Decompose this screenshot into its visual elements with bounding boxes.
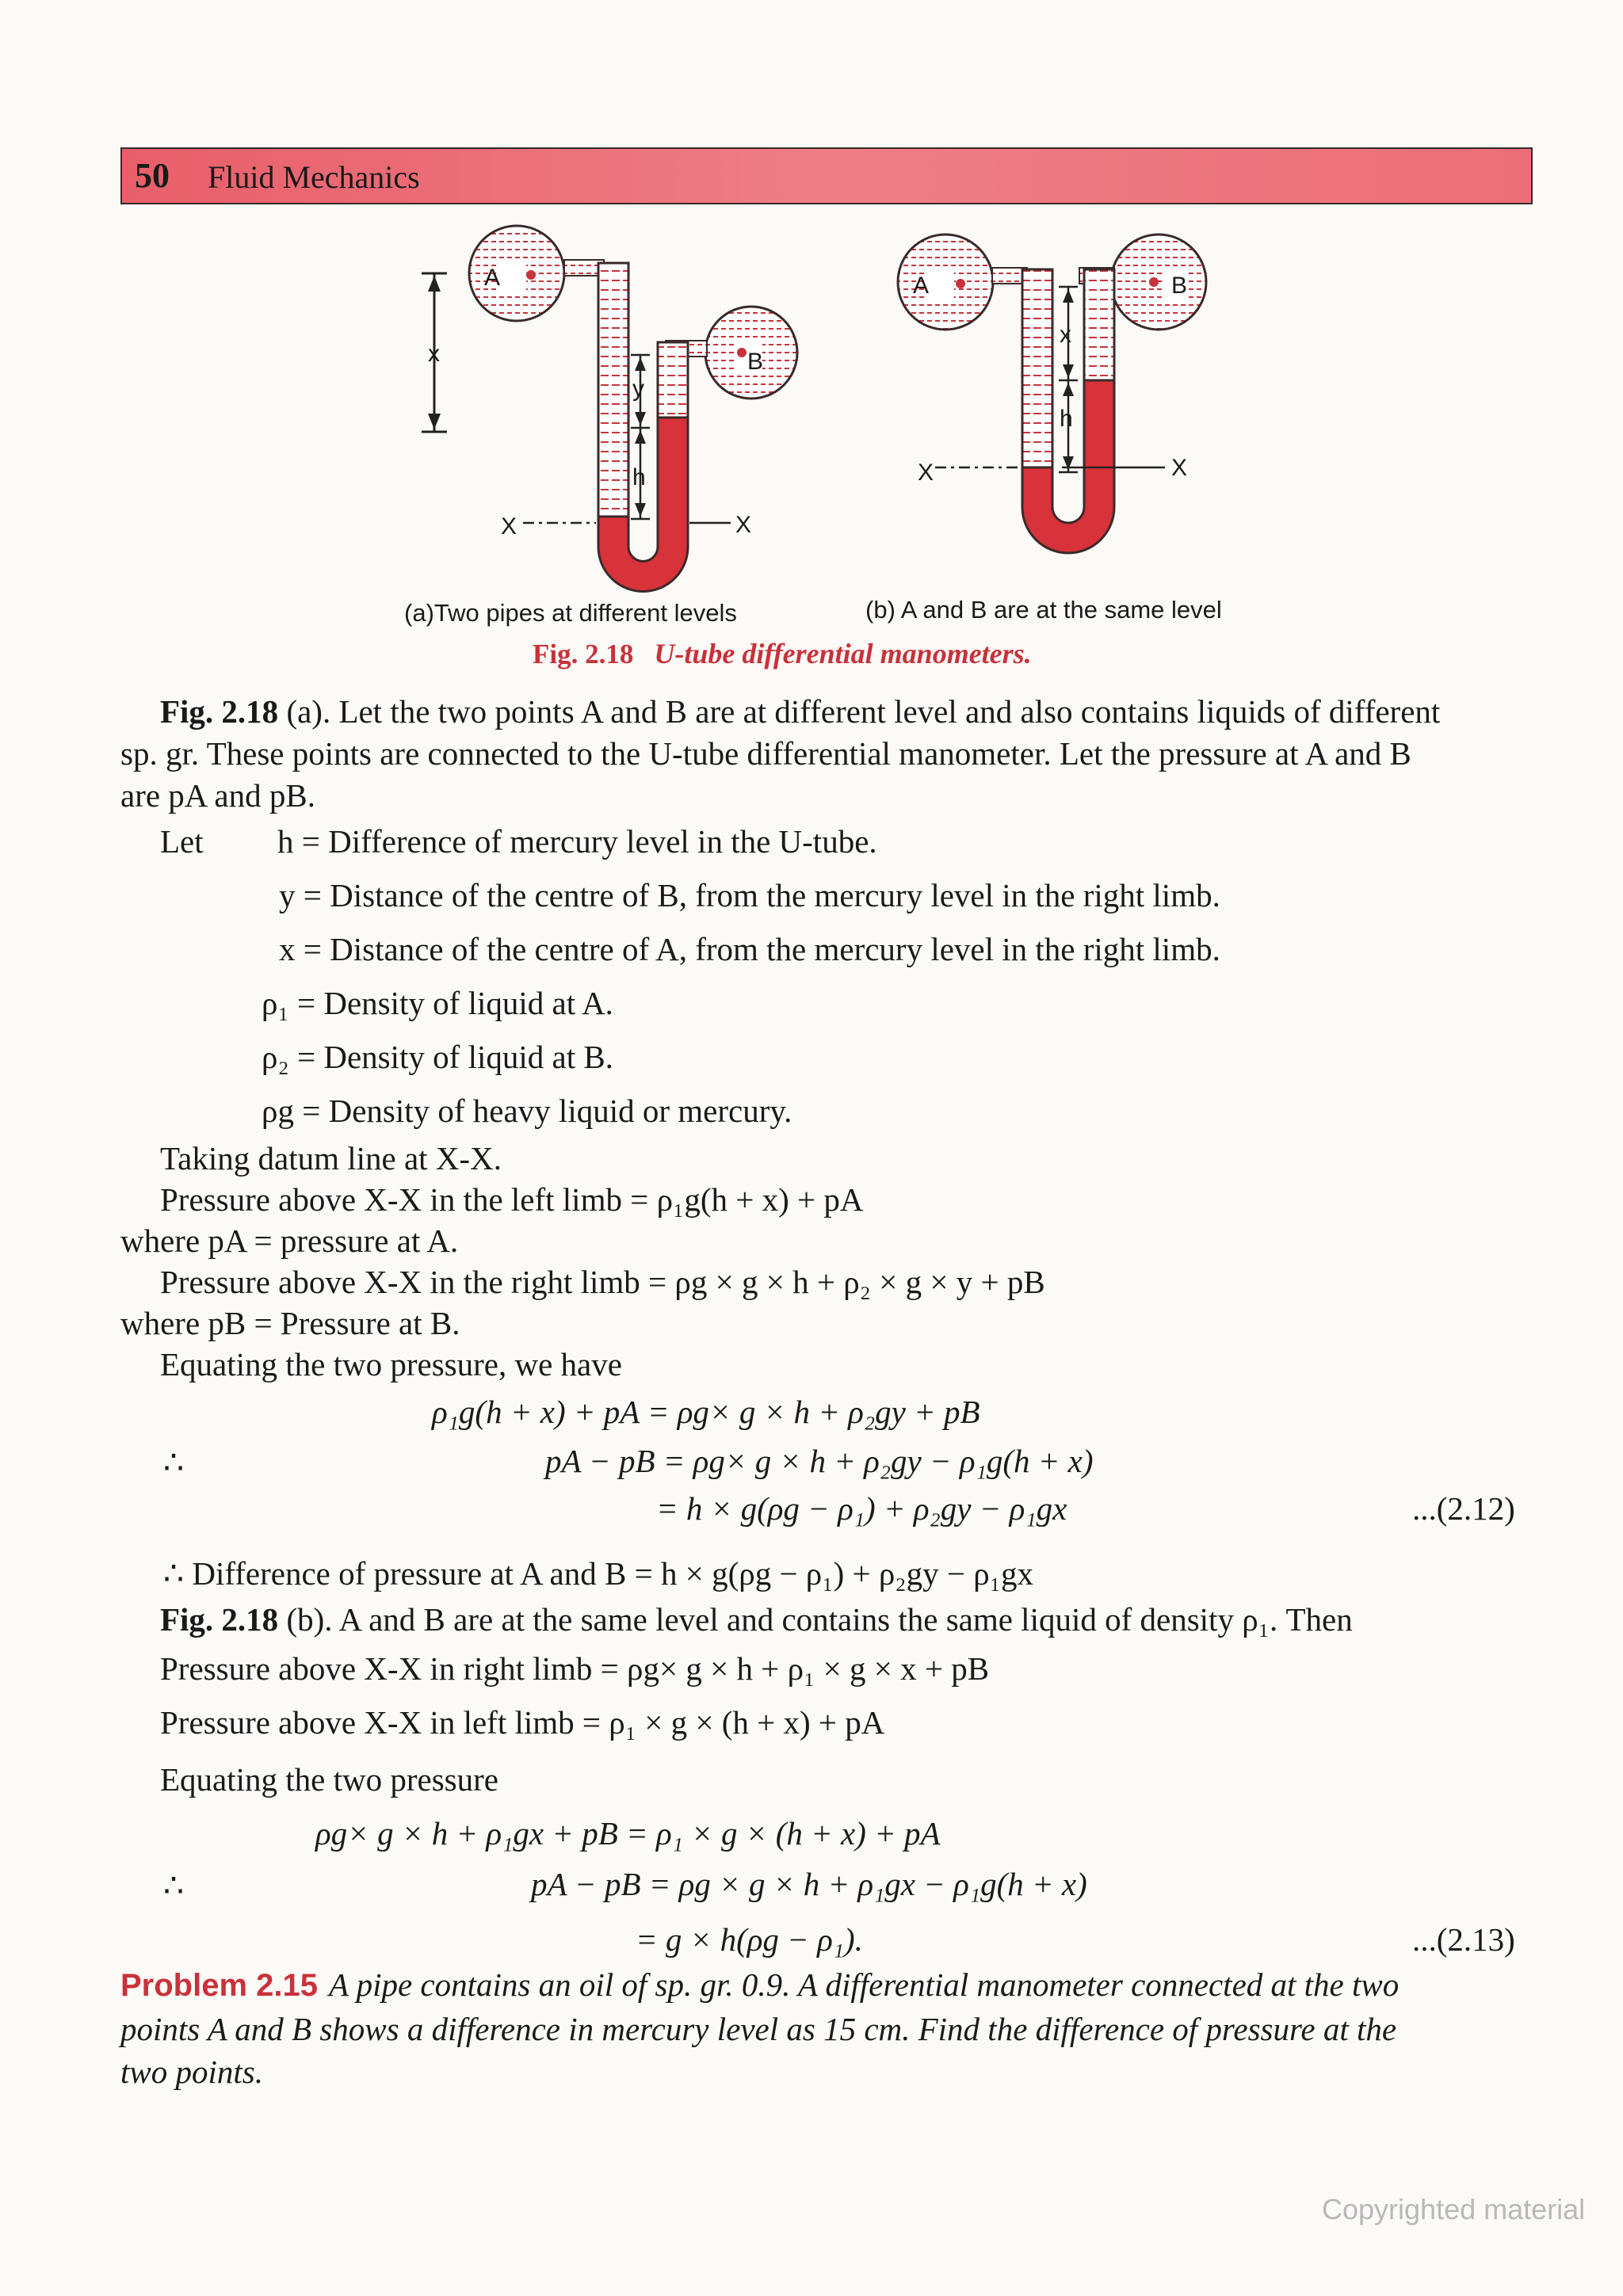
- label-a-fig-b: A: [913, 273, 930, 299]
- para-2-line: Fig. 2.18 (b). A and B are at the same level and contains the same liquid of density ρ₁. Then: [160, 1601, 1353, 1638]
- figure-caption: [533, 637, 1032, 670]
- page-number: 50: [135, 156, 170, 195]
- label-a-fig-a: A: [484, 265, 501, 291]
- def-rho2: ρ₂ = Density of liquid at B.: [262, 1039, 613, 1075]
- left-limb-pressure: Pressure above X-X in the left limb = ρ₁g(h + x) + pA: [160, 1181, 864, 1218]
- right-limb-liquid: [658, 342, 688, 418]
- figure-title: U-tube differential manometers.: [654, 638, 1032, 669]
- equation-5: pA − pB = ρg × g × h + ρ₁gx − ρ₁g(h + x): [531, 1866, 1087, 1902]
- left-limb-b: [1022, 269, 1052, 467]
- left-limb-b-pressure: Pressure above X-X in left limb = ρ₁ × g × (h + x) + pA: [160, 1704, 885, 1741]
- equating-text-2: Equating the two pressure: [160, 1761, 498, 1798]
- figure-label: Fig. 2.18: [533, 639, 634, 669]
- book-title: Fluid Mechanics: [208, 159, 420, 195]
- def-x: x = Distance of the centre of A, from the mercury level in the right limb.: [279, 931, 1220, 967]
- copyright-notice: Copyrighted material: [1322, 2193, 1586, 2225]
- def-h: h = Difference of mercury level in the U-tube.: [277, 823, 877, 860]
- problem-label: Problem 2.15: [120, 1968, 319, 2003]
- label-xr-fig-a: X: [735, 512, 752, 538]
- therefore-1: ∴: [163, 1444, 185, 1481]
- equation-3: = h × g(ρg − ρ₁) + ρ₂gy − ρ₁gx: [656, 1490, 1067, 1527]
- problem-line-1: [120, 1963, 1399, 2006]
- where-pa: where pA = pressure at A.: [120, 1222, 459, 1259]
- datum-text: Taking datum line at X-X.: [160, 1140, 502, 1177]
- label-x-fig-b: x: [1060, 322, 1071, 348]
- label-y-fig-a: y: [632, 376, 644, 402]
- label-b-fig-b: B: [1171, 273, 1188, 299]
- figure-b: [898, 235, 1206, 553]
- equation-4: ρg× g × h + ρ₁gx + pB = ρ₁ × g × (h + x) + pA: [315, 1815, 941, 1852]
- sub-caption-b: (b) A and B are at the same level: [865, 596, 1222, 624]
- label-h-fig-a: h: [632, 464, 646, 490]
- label-xl-fig-b: X: [918, 460, 934, 486]
- problem-text-1: A pipe contains an oil of sp. gr. 0.9. A differential manometer connected at the two: [329, 1966, 1400, 2003]
- equation-6: = g × h(ρg − ρ₁).: [636, 1921, 863, 1958]
- label-h-fig-b: h: [1060, 406, 1073, 432]
- problem-line-2: points A and B shows a difference in mercury level as 15 cm. Find the difference of pressure at the: [120, 2011, 1397, 2047]
- therefore-2: ∴: [163, 1867, 185, 1904]
- def-y: y = Distance of the centre of B, from the mercury level in the right limb.: [279, 877, 1220, 913]
- where-pb: where pB = Pressure at B.: [120, 1305, 460, 1341]
- problem-line-3: two points.: [120, 2054, 263, 2090]
- let-word: Let: [160, 823, 204, 860]
- para-1-line-2: sp. gr. These points are connected to the U-tube differential manometer. Let the pressure at A and B: [120, 735, 1411, 772]
- difference-line: ∴ Difference of pressure at A and B = h × g(ρg − ρ₁) + ρ₂gy − ρ₁gx: [163, 1555, 1033, 1592]
- equating-text: Equating the two pressure, we have: [160, 1346, 622, 1383]
- def-rhog: ρg = Density of heavy liquid or mercury.: [262, 1093, 792, 1129]
- label-b-fig-a: B: [747, 349, 764, 375]
- label-xl-fig-a: X: [501, 513, 517, 540]
- equation-1: ρ₁g(h + x) + pA = ρg× g × h + ρ₂gy + pB: [432, 1394, 980, 1430]
- right-limb-b-pressure: Pressure above X-X in right limb = ρg× g × h + ρ₁ × g × x + pB: [160, 1650, 990, 1687]
- manometer-figure: [0, 0, 1623, 634]
- label-xr-fig-b: X: [1171, 455, 1188, 481]
- para-1-line-3: are pA and pB.: [120, 777, 315, 814]
- para-1-line-1: Fig. 2.18 (a). Let the two points A and B are at different level and also contains liquids of different: [160, 693, 1441, 730]
- equation-2: pA − pB = ρg× g × h + ρ₂gy − ρ₁g(h + x): [545, 1443, 1094, 1479]
- right-limb-pressure: Pressure above X-X in the right limb = ρg × g × h + ρ₂ × g × y + pB: [160, 1264, 1045, 1300]
- equation-number-2-13: ...(2.13): [1412, 1921, 1515, 1958]
- left-limb-liquid: [598, 263, 628, 517]
- label-x-fig-a: x: [428, 341, 440, 367]
- def-rho1: ρ₁ = Density of liquid at A.: [262, 985, 613, 1021]
- sub-caption-a: (a)Two pipes at different levels: [404, 599, 737, 627]
- equation-number-2-12: ...(2.12): [1412, 1490, 1515, 1527]
- right-limb-b: [1084, 269, 1114, 380]
